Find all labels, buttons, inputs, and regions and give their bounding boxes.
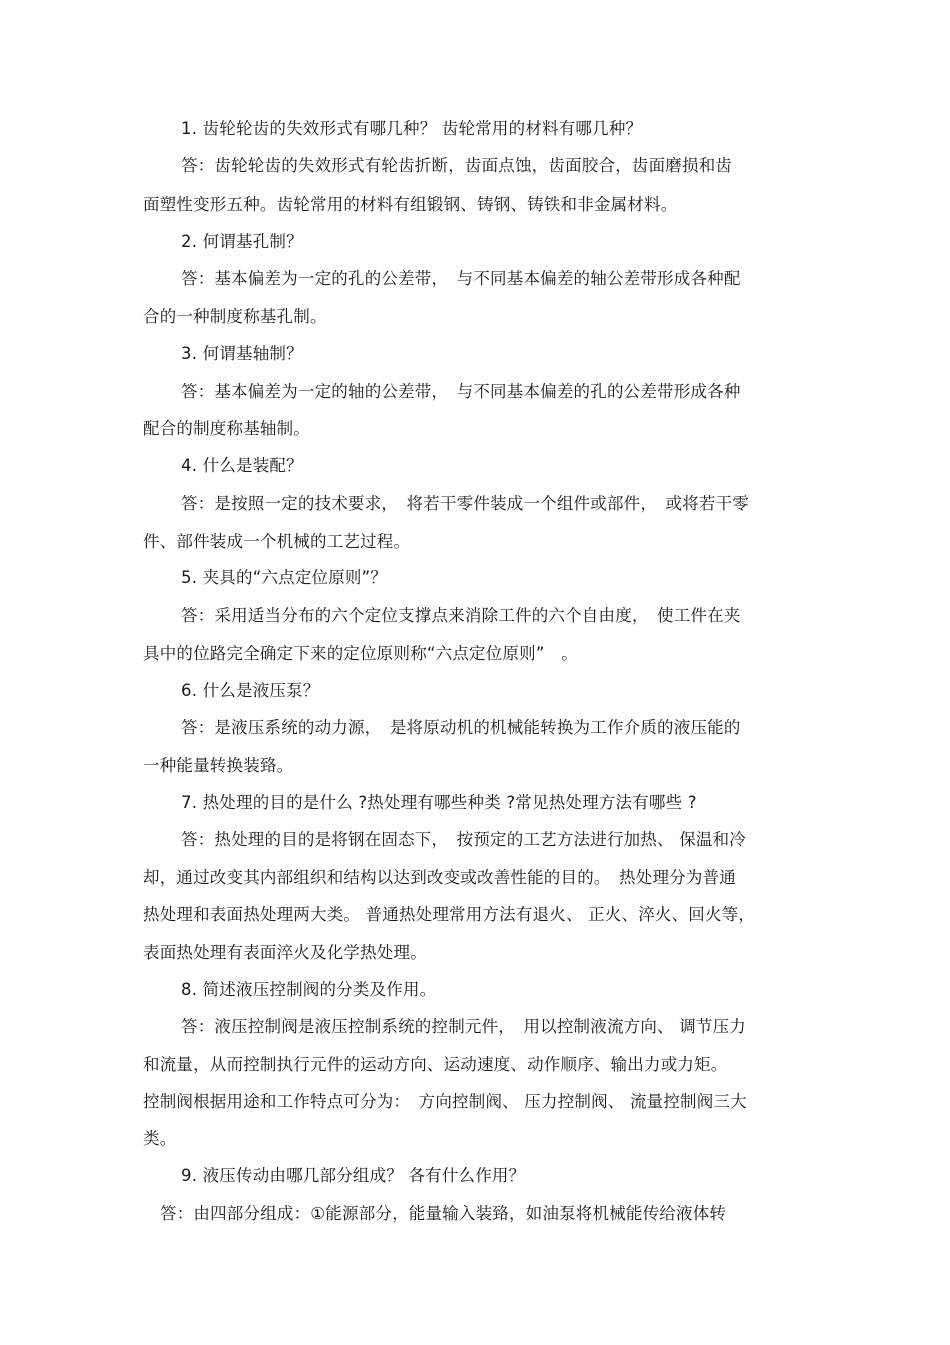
answer-7-line-3: 热处理和表面热处理两大类。 普通热处理常用方法有退火、 正火、淬火、回火等， — [143, 905, 756, 924]
answer-7-line-2: 却，通过改变其内部组织和结构以达到改变或改善性能的目的。 热处理分为普通 — [143, 868, 736, 887]
answer-5-line-2: 具中的位路完全确定下来的定位原则称“六点定位原则” 。 — [143, 644, 578, 663]
answer-3-line-1: 答：基本偏差为一定的轴的公差带， 与不同基本偏差的孔的公差带形成各种 — [181, 382, 741, 401]
answer-1-line-1: 答：齿轮轮齿的失效形式有轮齿折断，齿面点蚀，齿面胶合，齿面磨损和齿 — [181, 156, 733, 175]
answer-7-line-1: 答：热处理的目的是将钢在固态下， 按预定的工艺方法进行加热、 保温和冷 — [181, 830, 746, 849]
question-3: 3. 何谓基轴制？ — [181, 344, 303, 363]
question-1: 1. 齿轮轮齿的失效形式有哪几种？ 齿轮常用的材料有哪几种？ — [181, 119, 643, 138]
answer-4-line-1: 答：是按照一定的技术要求， 将若干零件装成一个组件或部件， 或将若干零 — [181, 494, 749, 513]
question-8: 8. 简述液压控制阀的分类及作用。 — [181, 980, 437, 999]
answer-8-line-1: 答：液压控制阀是液压控制系统的控制元件， 用以控制液流方向、 调节压力 — [181, 1017, 746, 1036]
question-9: 9. 液压传动由哪几部分组成？ 各有什么作用？ — [181, 1166, 526, 1185]
answer-6-line-2: 一种能量转换装臵。 — [143, 756, 294, 775]
answer-8-line-4: 类。 — [143, 1129, 177, 1148]
question-2: 2. 何谓基孔制？ — [181, 232, 303, 251]
answer-6-line-1: 答：是液压系统的动力源， 是将原动机的机械能转换为工作介质的液压能的 — [181, 718, 741, 737]
answer-1-line-2: 面塑性变形五种。齿轮常用的材料有组锻钢、铸钢、铸铁和非金属材料。 — [143, 195, 678, 214]
answer-9-line-1: 答：由四部分组成：①能源部分，能量输入装臵，如油泵将机械能传给液体转 — [160, 1204, 727, 1223]
answer-7-line-4: 表面热处理有表面淬火及化学热处理。 — [143, 943, 427, 962]
answer-8-line-3: 控制阀根据用途和工作特点可分为： 方向控制阀、 压力控制阀、 流量控制阀三大 — [143, 1092, 747, 1111]
question-7: 7. 热处理的目的是什么 ?热处理有哪些种类 ?常见热处理方法有哪些 ? — [181, 793, 697, 812]
answer-2-line-1: 答：基本偏差为一定的孔的公差带， 与不同基本偏差的轴公差带形成各种配 — [181, 269, 741, 288]
answer-3-line-2: 配合的制度称基轴制。 — [143, 419, 310, 438]
question-5: 5. 夹具的“六点定位原则”？ — [181, 568, 388, 587]
answer-5-line-1: 答：采用适当分布的六个定位支撑点来消除工件的六个自由度， 使工件在夹 — [181, 606, 741, 625]
question-6: 6. 什么是液压泵？ — [181, 681, 320, 700]
question-4: 4. 什么是装配？ — [181, 456, 303, 475]
answer-8-line-2: 和流量，从而控制执行元件的运动方向、运动速度、动作顺序、输出力或力矩。 — [143, 1055, 728, 1074]
answer-2-line-2: 合的一种制度称基孔制。 — [143, 307, 327, 326]
answer-4-line-2: 件、部件装成一个机械的工艺过程。 — [143, 532, 411, 551]
